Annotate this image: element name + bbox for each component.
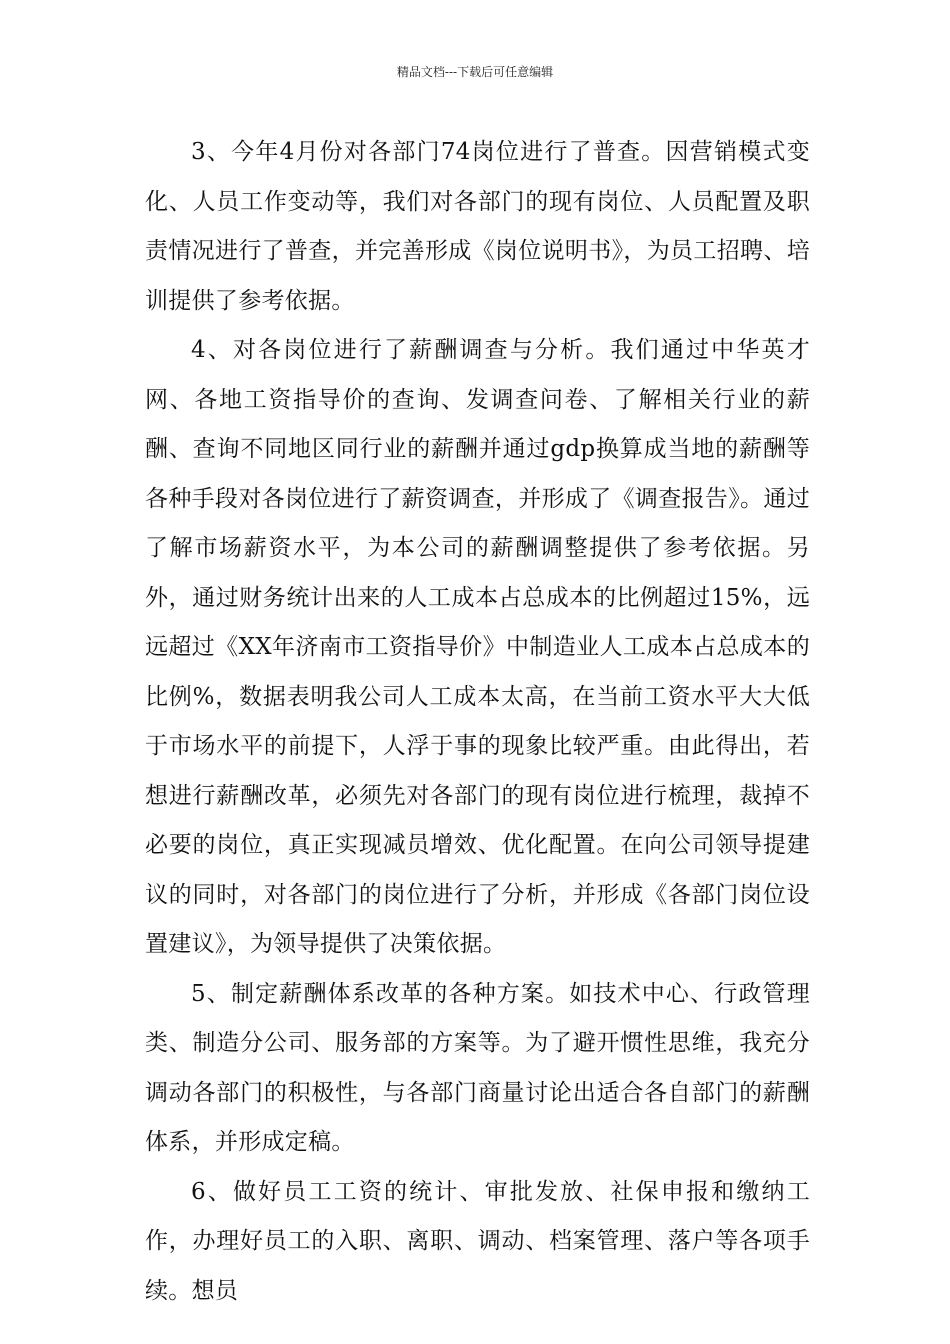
- paragraph-item-6: 6、做好员工工资的统计、审批发放、社保申报和缴纳工作，办理好员工的入职、离职、调动、档案管理、落户等各项手续。想员: [145, 1178, 810, 1304]
- paragraph-item-5: 5、制定薪酬体系改革的各种方案。如技术中心、行政管理类、制造分公司、服务部的方案等。为了避开惯性思维，我充分调动各部门的积极性，与各部门商量讨论出适合各自部门的薪酬体系，并形成定稿。: [145, 980, 810, 1155]
- document-body: [145, 128, 810, 1316]
- paragraph-item-3: 3、今年4月份对各部门74岗位进行了普查。因营销模式变化、人员工作变动等，我们对各部门的现有岗位、人员配置及职责情况进行了普查，并完善形成《岗位说明书》，为员工招聘、培训提供了参考依据。: [145, 139, 810, 314]
- page-header: 精品文档---下载后可任意编辑: [396, 65, 554, 79]
- paragraph-item-4: 4、对各岗位进行了薪酬调查与分析。我们通过中华英才网、各地工资指导价的查询、发调查问卷、了解相关行业的薪酬、查询不同地区同行业的薪酬并通过gdp换算成当地的薪酬等各种手段对各岗位进行了薪资调查，并形成了《调查报告》。通过了解市场薪资水平，为本公司的薪酬调整提供了参考依据。另外，通过财务统计出来的人工成本占总成本的比例超过15%，远远超过《XX年济南市工资指导价》中制造业人工成本占总成本的比例%，数据表明我公司人工成本太高，在当前工资水平大大低于市场水平的前提下，人浮于事的现象比较严重。由此得出，若想进行薪酬改革，必须先对各部门的现有岗位进行梳理，裁掉不必要的岗位，真正实现减员增效、优化配置。在向公司领导提建议的同时，对各部门的岗位进行了分析，并形成《各部门岗位设置建议》，为领导提供了决策依据。: [145, 337, 810, 957]
